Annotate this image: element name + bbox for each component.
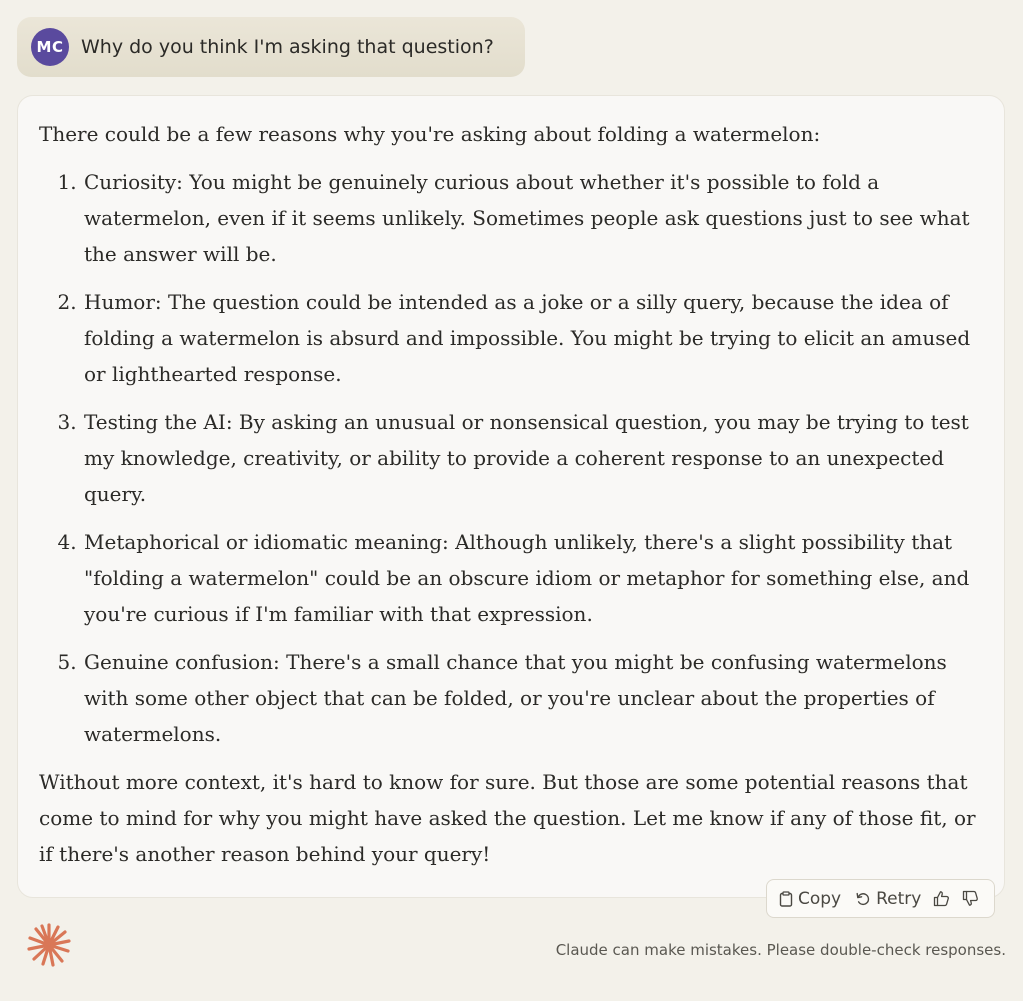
response-intro: There could be a few reasons why you're asking about folding a watermelon: <box>39 122 821 146</box>
user-message-text: Why do you think I'm asking that question? <box>81 36 494 58</box>
list-item: 4. Metaphorical or idiomatic meaning: Although unlikely, there's a slight possibility that "folding a watermelon" could be an obscure idiom or metaphor for something else, and you're curious if I'm familiar with that expression. <box>83 524 982 632</box>
reasons-list <box>39 164 982 752</box>
user-avatar: MC <box>31 28 69 66</box>
list-item: 3. Testing the AI: By asking an unusual or nonsensical question, you may be trying to test my knowledge, creativity, or ability to provide a coherent response to an unexpected query. <box>83 404 982 512</box>
disclaimer-text: Claude can make mistakes. Please double-check responses. <box>555 941 1006 959</box>
response-conclusion: Without more context, it's hard to know for sure. But those are some potential reasons that come to mind for why you might have asked the question. Let me know if any of those fit, or if there's another reason behind your query! <box>39 770 976 866</box>
retry-label: Retry <box>876 888 922 909</box>
clipboard-icon <box>779 891 793 907</box>
thumbs-down-button[interactable] <box>962 890 979 907</box>
thumbs-down-icon <box>962 890 979 907</box>
message-actions-bar <box>766 879 995 918</box>
list-item: 1. Curiosity: You might be genuinely curious about whether it's possible to fold a watermelon, even if it seems unlikely. Sometimes people ask questions just to see what the answer will be. <box>83 164 982 272</box>
list-item: 5. Genuine confusion: There's a small chance that you might be confusing watermelons with some other object that can be folded, or you're unclear about the properties of watermelons. <box>83 644 982 752</box>
thumbs-up-icon <box>933 890 950 907</box>
thumbs-up-button[interactable] <box>933 890 950 907</box>
retry-arrow-icon <box>855 891 871 907</box>
copy-button[interactable] <box>779 889 841 909</box>
user-message-bubble <box>17 17 525 77</box>
assistant-response <box>17 95 1005 898</box>
retry-button[interactable] <box>855 889 921 909</box>
list-item: 2. Humor: The question could be intended as a joke or a silly query, because the idea of folding a watermelon is absurd and impossible. You might be trying to elicit an amused or lighthearted response. <box>83 284 982 392</box>
copy-label: Copy <box>798 888 842 909</box>
claude-sparkle-logo <box>27 923 71 967</box>
